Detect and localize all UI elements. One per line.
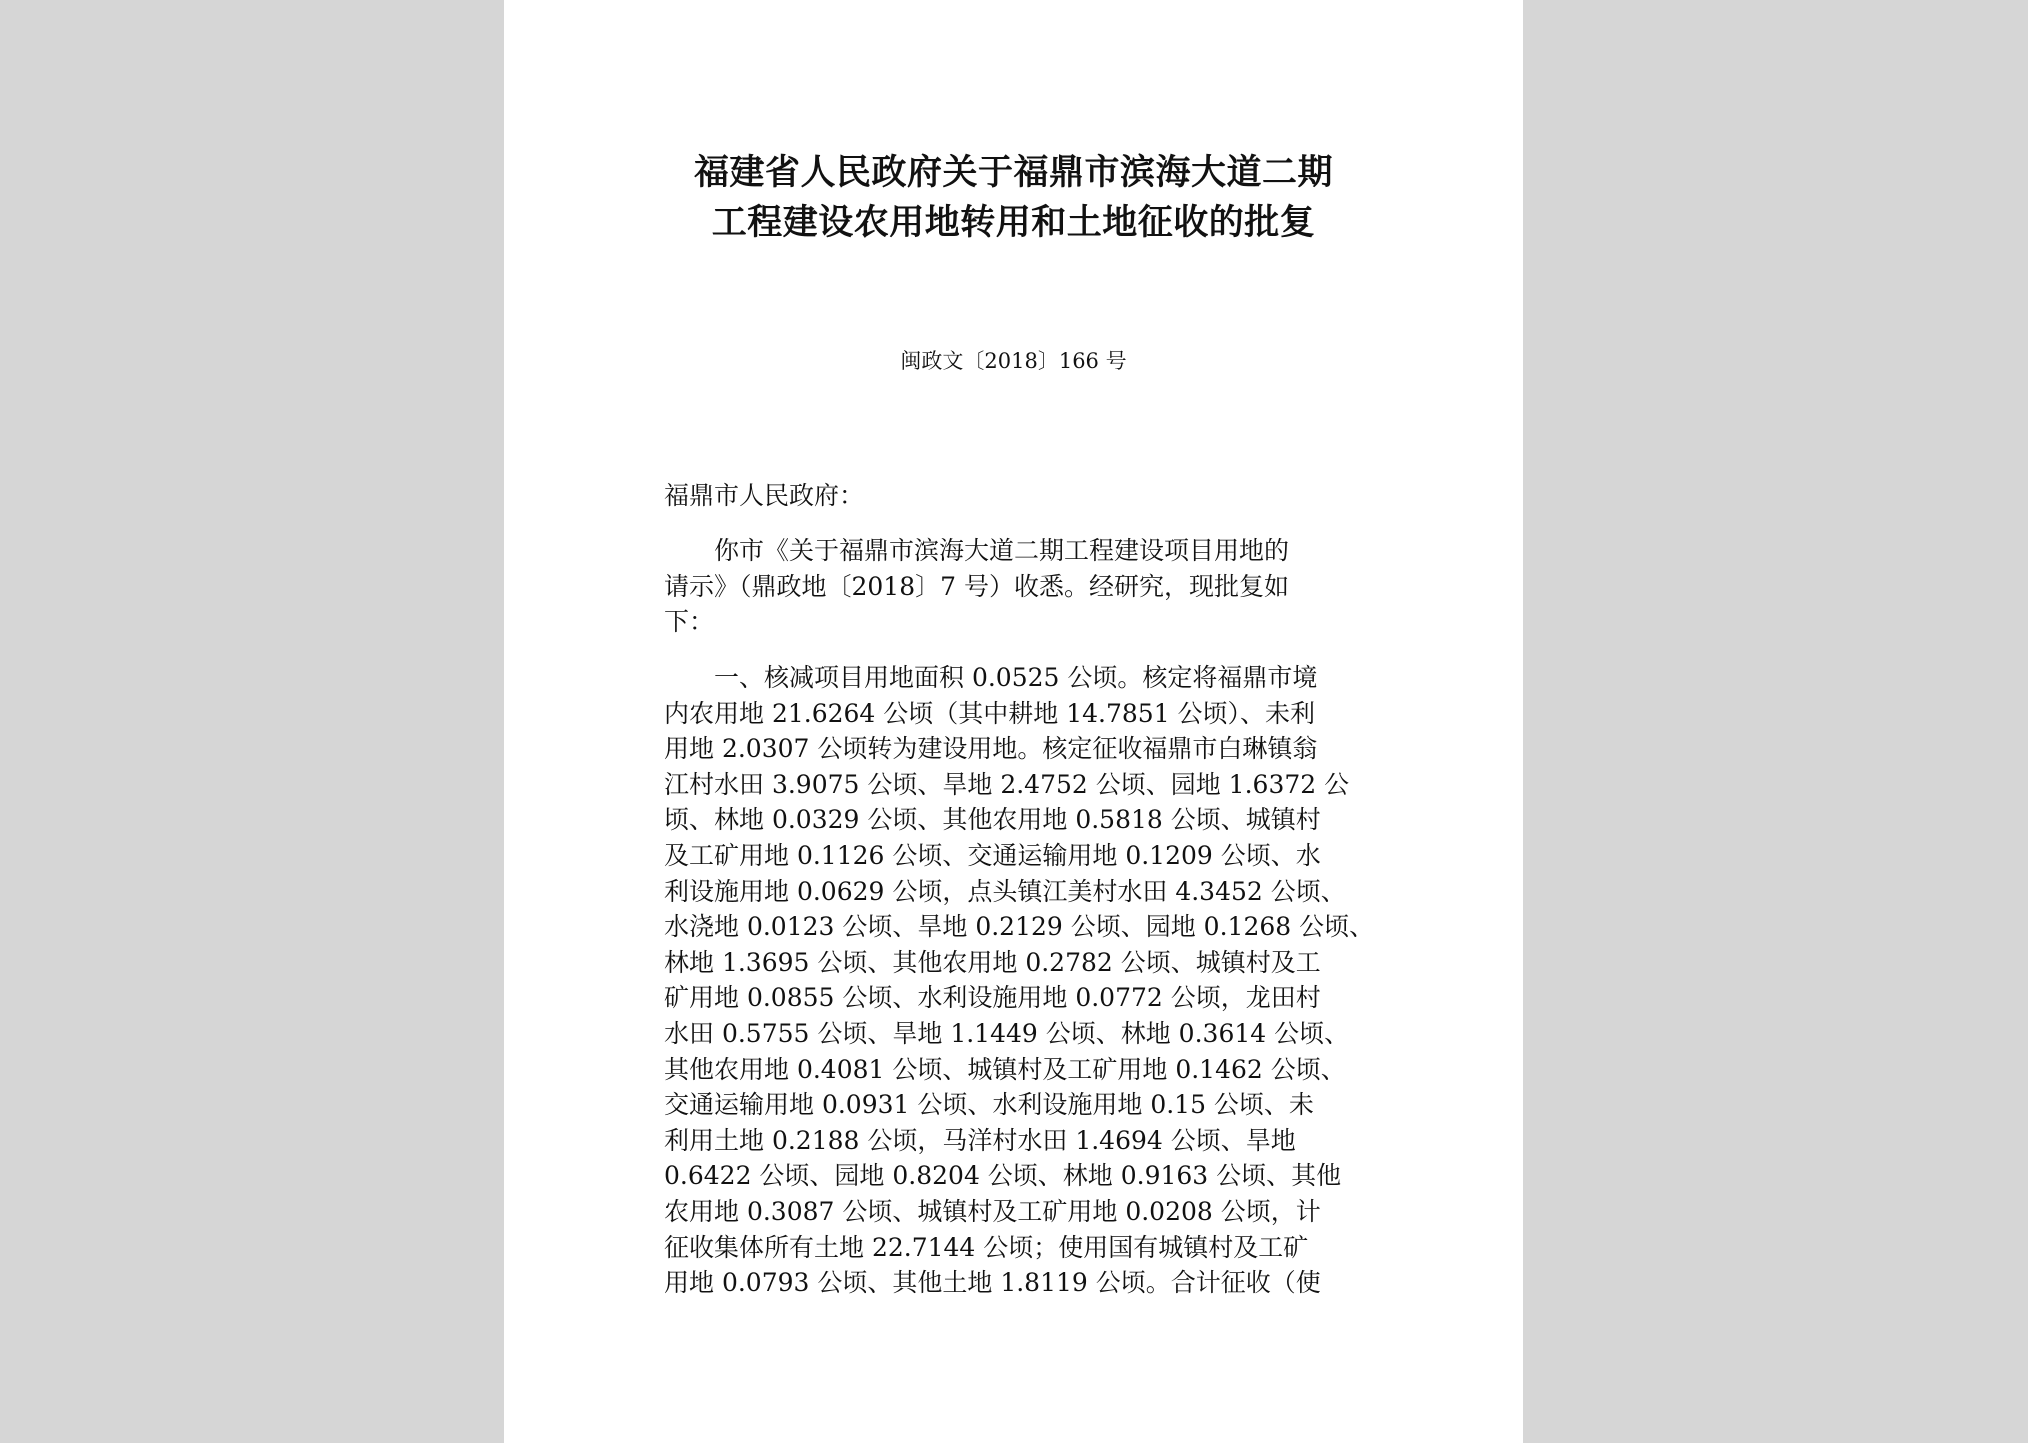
text-line: 用地 0.0793 公顷、其他土地 1.8119 公顷。合计征收（使: [664, 1268, 1321, 1298]
text-line: 农用地 0.3087 公顷、城镇村及工矿用地 0.0208 公顷，计: [664, 1196, 1321, 1226]
text-line: 用地 2.0307 公顷转为建设用地。核定征收福鼎市白琳镇翁: [664, 734, 1318, 764]
text-line: 0.6422 公顷、园地 0.8204 公顷、林地 0.9163 公顷、其他: [664, 1161, 1342, 1191]
text-line: 利设施用地 0.0629 公顷，点头镇江美村水田 4.3452 公顷、: [664, 876, 1346, 906]
text-line: 下：: [664, 607, 715, 637]
text-line: 及工矿用地 0.1126 公顷、交通运输用地 0.1209 公顷、水: [664, 840, 1321, 870]
title-line: 工程建设农用地转用和土地征收的批复: [711, 202, 1316, 243]
paragraph-intro: [664, 533, 1364, 640]
document-page: [504, 0, 1523, 1443]
text-line: 江村水田 3.9075 公顷、旱地 2.4752 公顷、园地 1.6372 公: [664, 769, 1350, 799]
text-line: 水浇地 0.0123 公顷、旱地 0.2129 公顷、园地 0.1268 公顷、: [664, 912, 1375, 942]
text-line: 其他农用地 0.4081 公顷、城镇村及工矿用地 0.1462 公顷、: [664, 1054, 1346, 1084]
text-line: 林地 1.3695 公顷、其他农用地 0.2782 公顷、城镇村及工: [664, 947, 1321, 977]
text-line: 一、核减项目用地面积 0.0525 公顷。核定将福鼎市境: [664, 663, 1318, 692]
title-line: 福建省人民政府关于福鼎市滨海大道二期: [693, 152, 1333, 193]
text-line: 利用土地 0.2188 公顷，马洋村水田 1.4694 公顷、旱地: [664, 1125, 1296, 1155]
text-line: 顷、林地 0.0329 公顷、其他农用地 0.5818 公顷、城镇村: [664, 805, 1321, 835]
paragraph-item-one: [664, 660, 1375, 1301]
text-line: 交通运输用地 0.0931 公顷、水利设施用地 0.15 公顷、未: [664, 1090, 1314, 1120]
document-title: [504, 148, 1523, 248]
text-line: 内农用地 21.6264 公顷（其中耕地 14.7851 公顷）、未利: [664, 698, 1316, 728]
text-line: 水田 0.5755 公顷、旱地 1.1449 公顷、林地 0.3614 公顷、: [664, 1018, 1350, 1048]
text-line: 矿用地 0.0855 公顷、水利设施用地 0.0772 公顷，龙田村: [664, 983, 1321, 1013]
salutation: 福鼎市人民政府：: [664, 481, 865, 510]
text-line: 征收集体所有土地 22.7144 公顷；使用国有城镇村及工矿: [664, 1232, 1309, 1262]
text-line: 你市《关于福鼎市滨海大道二期工程建设项目用地的: [664, 536, 1290, 565]
text-line: 请示》（鼎政地〔2018〕7 号）收悉。经研究，现批复如: [664, 571, 1289, 601]
document-number: 闽政文〔2018〕166 号: [900, 349, 1127, 373]
